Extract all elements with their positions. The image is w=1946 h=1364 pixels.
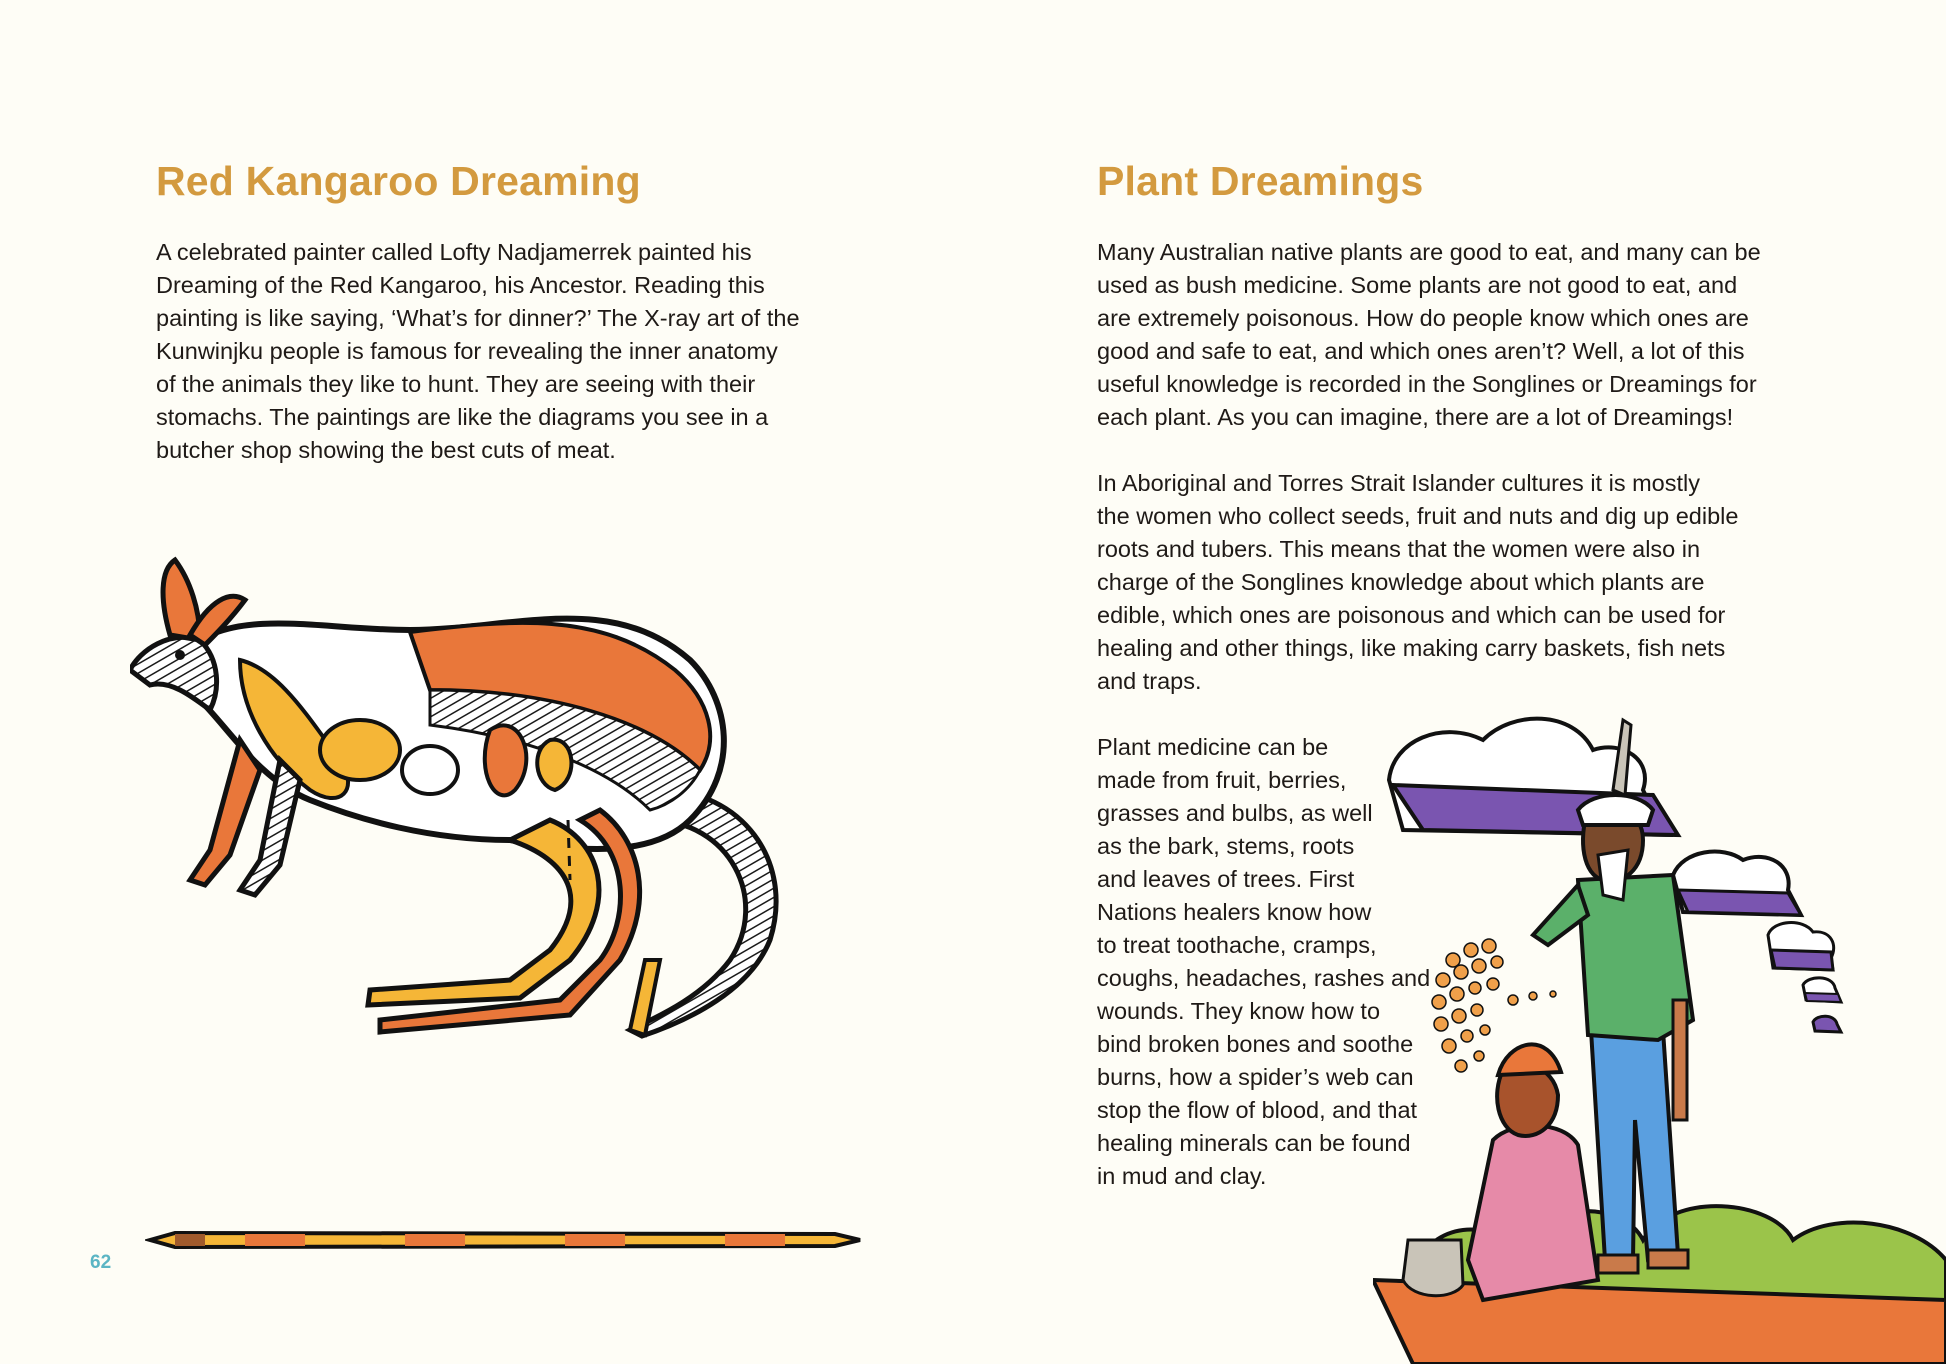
cloud-icon (1673, 852, 1801, 915)
text-line: wounds. They know how to (1097, 998, 1381, 1024)
plant-dreamings-paragraph-1 (1097, 236, 1761, 434)
kangaroo-organ (320, 720, 400, 780)
text-line: Plant medicine can be (1097, 734, 1329, 760)
text-line: charge of the Songlines knowledge about which plants are (1097, 569, 1705, 595)
text-line: made from fruit, berries, (1097, 767, 1347, 793)
text-line: Nations healers know how (1097, 899, 1372, 925)
text-line: used as bush medicine. Some plants are not good to eat, and (1097, 272, 1738, 298)
text-line: painting is like saying, ‘What’s for dinner?’ The X-ray art of the (156, 305, 800, 331)
text-line: coughs, headaches, rashes and (1097, 965, 1431, 991)
text-line: good and safe to eat, and which ones aren’t? Well, a lot of this (1097, 338, 1745, 364)
text-line: in mud and clay. (1097, 1163, 1267, 1189)
text-line: and leaves of trees. First (1097, 866, 1355, 892)
text-line: butcher shop showing the best cuts of meat. (156, 437, 616, 463)
patient-figure (1403, 1044, 1598, 1300)
plant-dreamings-paragraph-2 (1097, 467, 1738, 698)
text-line: are extremely poisonous. How do people know which ones are (1097, 305, 1749, 331)
text-line: roots and tubers. This means that the women were also in (1097, 536, 1701, 562)
text-line: each plant. As you can imagine, there are a lot of Dreamings! (1097, 404, 1734, 430)
text-line: stomachs. The paintings are like the diagrams you see in a (156, 404, 769, 430)
red-kangaroo-paragraph (156, 236, 800, 467)
text-line: Many Australian native plants are good to eat, and many can be (1097, 239, 1761, 265)
text-line: stop the flow of blood, and that (1097, 1097, 1418, 1123)
cloud-icon (1803, 978, 1841, 1032)
text-line: burns, how a spider’s web can (1097, 1064, 1414, 1090)
text-line: of the animals they like to hunt. They are seeing with their (156, 371, 756, 397)
text-line: useful knowledge is recorded in the Songlines or Dreamings for (1097, 371, 1757, 397)
healer-illustration (1373, 700, 1946, 1364)
kangaroo-hind-leg (368, 820, 599, 1005)
kangaroo-organ (402, 746, 458, 794)
striped-spear-illustration (145, 1225, 865, 1255)
kangaroo-organ (537, 740, 571, 790)
text-line: A celebrated painter called Lofty Nadjamerrek painted his (156, 239, 752, 265)
text-line: edible, which ones are poisonous and which can be used for (1097, 602, 1726, 628)
text-line: In Aboriginal and Torres Strait Islander cultures it is mostly (1097, 470, 1701, 496)
cloud-icon (1768, 923, 1834, 970)
plant-dreamings-heading: Plant Dreamings (1097, 158, 1424, 204)
text-line: Kunwinjku people is famous for revealing the inner anatomy (156, 338, 778, 364)
text-line: bind broken bones and soothe (1097, 1031, 1414, 1057)
right-page (973, 0, 1946, 1364)
text-line: healing and other things, like making carry baskets, fish nets (1097, 635, 1726, 661)
kangaroo-organ (485, 725, 527, 795)
text-line: Dreaming of the Red Kangaroo, his Ancestor. Reading this (156, 272, 765, 298)
kangaroo-head (130, 637, 217, 710)
red-kangaroo-heading: Red Kangaroo Dreaming (156, 158, 641, 204)
text-line: and traps. (1097, 668, 1202, 694)
text-line: to treat toothache, cramps, (1097, 932, 1377, 958)
text-line: as the bark, stems, roots (1097, 833, 1355, 859)
x-ray-kangaroo-illustration (130, 520, 870, 1050)
text-line: the women who collect seeds, fruit and nuts and dig up edible (1097, 503, 1739, 529)
text-line: healing minerals can be found (1097, 1130, 1411, 1156)
text-line: grasses and bulbs, as well (1097, 800, 1373, 826)
page-number: 62 (90, 1252, 112, 1273)
kangaroo-front-leg (190, 740, 260, 885)
